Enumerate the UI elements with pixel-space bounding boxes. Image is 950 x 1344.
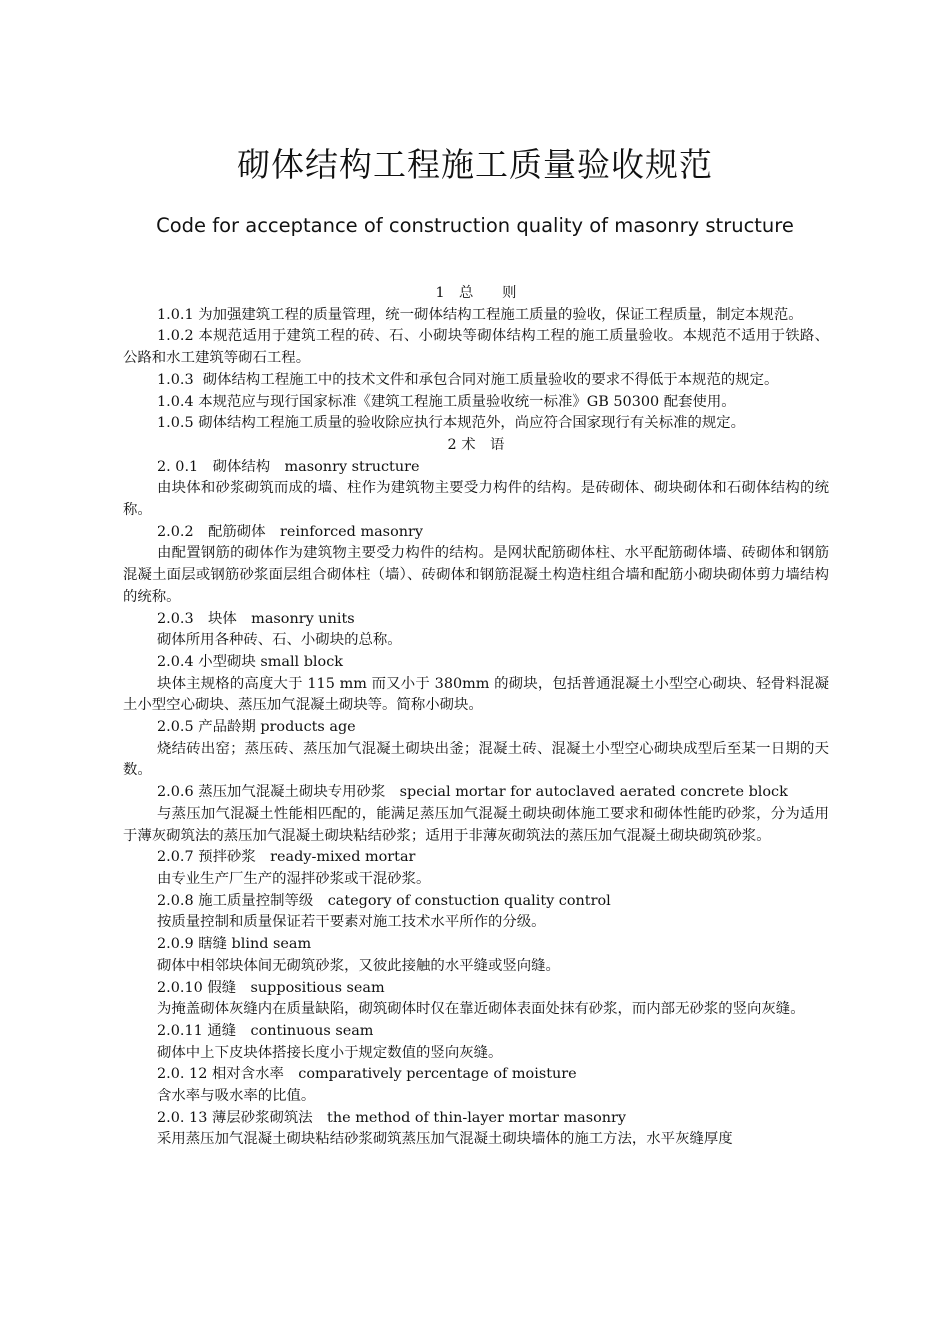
chapter-heading-general: 1 总 则 [435, 285, 517, 301]
term-definition: 烧结砖出窑；蒸压砖、蒸压加气混凝土砌块出釜；混凝土砖、混凝土小型空心砌块成型后至某一日期的天数。 [123, 740, 829, 779]
document-subtitle: Code for acceptance of construction quality of masonry structure [156, 214, 794, 237]
term-definition: 为掩盖砌体灰缝内在质量缺陷，砌筑砌体时仅在靠近砌体表面处抹有砂浆，而内部无砂浆的竖向灰缝。 [157, 1001, 805, 1018]
term-definition: 按质量控制和质量保证若干要素对施工技术水平所作的分级。 [157, 914, 546, 931]
term-definition: 采用蒸压加气混凝土砌块粘结砂浆砌筑蒸压加气混凝土砌块墙体的施工方法，水平灰缝厚度 [157, 1131, 733, 1148]
term-heading: 2.0.8 施工质量控制等级 category of constuction quality control [157, 892, 611, 909]
clause-1-0-1: 1.0.1 为加强建筑工程的质量管理，统一砌体结构工程施工质量的验收，保证工程质量，制定本规范。 [157, 306, 803, 323]
term-definition: 由专业生产厂生产的湿拌砂浆或干混砂浆。 [157, 870, 431, 887]
clause-1-0-5: 1.0.5 砌体结构工程施工质量的验收除应执行本规范外，尚应符合国家现行有关标准的规定。 [157, 415, 746, 432]
term-definition: 由配置钢筋的砌体作为建筑物主要受力构件的结构。是网状配筋砌体柱、水平配筋砌体墙、砖砌体和钢筋混凝土面层或钢筋砂浆面层组合砌体柱（墙）、砖砌体和钢筋混凝土构造柱组合墙和配筋小砌块砌体剪力墙结构的统称。 [123, 545, 829, 605]
clause-1-0-2: 1.0.2 本规范适用于建筑工程的砖、石、小砌块等砌体结构工程的施工质量验收。本规范不适用于铁路、公路和水工建筑等砌石工程。 [123, 328, 829, 367]
term-heading: 2.0.9 瞎缝 blind seam [157, 936, 312, 953]
term-heading: 2.0.2 配筋砌体 reinforced masonry [157, 523, 424, 540]
term-definition: 砌体所用各种砖、石、小砌块的总称。 [157, 632, 402, 649]
term-definition: 含水率与吸水率的比值。 [157, 1088, 316, 1105]
term-heading: 2.0. 12 相对含水率 comparatively percentage of moisture [157, 1066, 577, 1083]
term-definition: 砌体中上下皮块体搭接长度小于规定数值的竖向灰缝。 [157, 1044, 503, 1061]
term-heading: 2.0.10 假缝 suppositious seam [157, 979, 385, 996]
document-title: 砌体结构工程施工质量验收规范 [237, 145, 713, 184]
clause-1-0-4: 1.0.4 本规范应与现行国家标准《建筑工程施工质量验收统一标准》GB 50300 配套使用。 [157, 393, 736, 410]
term-heading: 2.0.11 通缝 continuous seam [157, 1022, 374, 1039]
term-heading: 2.0.7 预拌砂浆 ready-mixed mortar [157, 849, 416, 866]
term-heading: 2.0.5 产品龄期 products age [157, 719, 356, 736]
clause-1-0-3: 1.0.3 砌体结构工程施工中的技术文件和承包合同对施工质量验收的要求不得低于本规范的规定。 [157, 371, 779, 388]
term-heading: 2.0.3 块体 masonry units [157, 610, 355, 627]
term-definition: 由块体和砂浆砌筑而成的墙、柱作为建筑物主要受力构件的结构。是砖砌体、砌块砌体和石砌体结构的统称。 [123, 480, 829, 519]
term-definition: 砌体中相邻块体间无砌筑砂浆，又彼此接触的水平缝或竖向缝。 [157, 957, 560, 974]
term-heading: 2. 0.1 砌体结构 masonry structure [157, 458, 420, 475]
document-body [123, 283, 829, 1151]
term-heading: 2.0.6 蒸压加气混凝土砌块专用砂浆 special mortar for autoclaved aerated concrete block [157, 784, 788, 801]
term-heading: 2.0.4 小型砌块 small block [157, 653, 343, 670]
chapter-heading-terms: 2 术 语 [447, 436, 505, 453]
term-heading: 2.0. 13 薄层砂浆砌筑法 the method of thin-layer mortar masonry [157, 1109, 627, 1126]
term-definition: 块体主规格的高度大于 115 mm 而又小于 380mm 的砌块，包括普通混凝土小型空心砌块、轻骨料混凝土小型空心砌块、蒸压加气混凝土砌块等。简称小砌块。 [123, 675, 829, 714]
term-definition: 与蒸压加气混凝土性能相匹配的，能满足蒸压加气混凝土砌块砌体施工要求和砌体性能旳砂浆，分为适用于薄灰砌筑法的蒸压加气混凝土砌块粘结砂浆；适用于非薄灰砌筑法的蒸压加气混凝土砌块砌筑砂浆。 [123, 805, 829, 844]
